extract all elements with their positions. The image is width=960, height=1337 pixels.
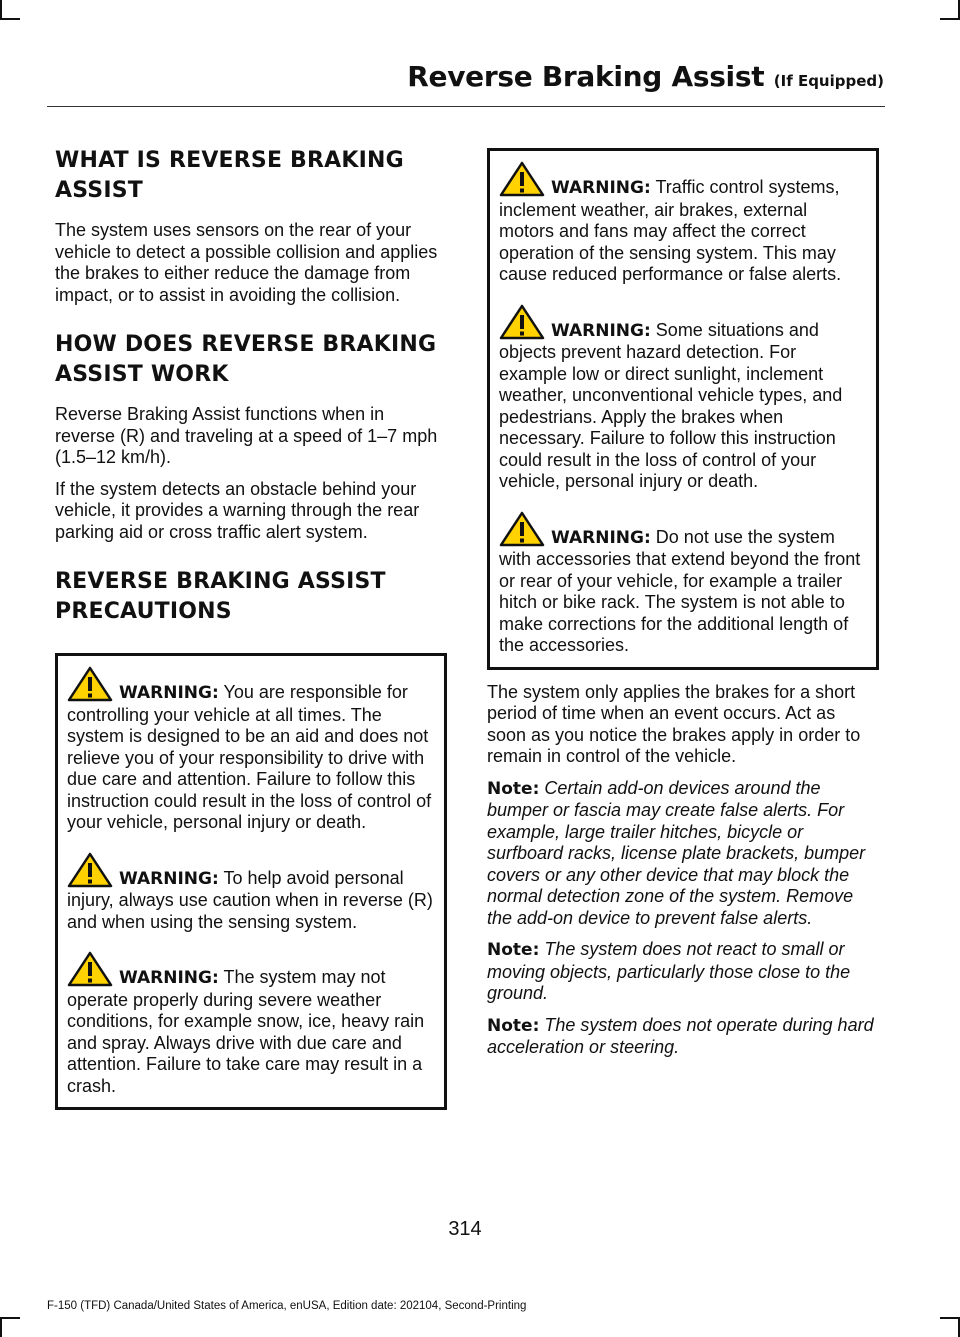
warning bbox=[67, 951, 435, 1097]
note-label: Note: bbox=[487, 778, 540, 799]
crop-mark bbox=[0, 0, 2, 20]
warning-text: You are responsible for controlling your vehicle at all times. The system is designed to be an aid and does not relieve you of your responsibility to drive with due care and attention. Failure to follow this instruction could result in the loss of control of your vehicle, personal injury or death. bbox=[67, 682, 432, 832]
warning-triangle-icon bbox=[67, 666, 113, 702]
warning-label: WARNING: bbox=[119, 968, 219, 988]
right-column bbox=[487, 148, 879, 1059]
warning-text: Some situations and objects prevent hazard detection. For example low or direct sunlight, inclement weather, unconventional vehicle types, and pedestrians. Apply the brakes when necessary. Failure to follow this instruction could result in the loss of control of your vehicle, personal injury or death. bbox=[499, 319, 843, 491]
section-heading: WHAT IS REVERSE BRAKING ASSIST bbox=[55, 148, 404, 203]
warning-label: WARNING: bbox=[551, 320, 651, 341]
warning-triangle-icon bbox=[67, 852, 113, 888]
section-heading: REVERSE BRAKING ASSIST PRECAUTIONS bbox=[55, 569, 386, 624]
warning bbox=[499, 161, 867, 286]
warning-triangle-icon bbox=[67, 951, 113, 987]
crop-mark bbox=[0, 1317, 2, 1337]
warning-label: WARNING: bbox=[551, 527, 651, 548]
note-text: The system does not operate during hard acceleration or steering. bbox=[487, 1014, 874, 1057]
note-text: Certain add-on devices around the bumper or fascia may create false alerts. For example, large trailer hitches, bicycle or surfboard racks, license plate brackets, bumper covers or any other device that may block the normal detection zone of the system. Remove the add-on device to prevent false alerts. bbox=[487, 777, 866, 928]
warning-text: To help avoid personal injury, always use caution when in reverse (R) and when using the sensing system. bbox=[67, 867, 433, 932]
crop-mark bbox=[0, 18, 20, 20]
crop-mark bbox=[940, 18, 960, 20]
header-title: Reverse Braking Assist bbox=[407, 60, 765, 93]
warning bbox=[499, 511, 867, 657]
paragraph: The system only applies the brakes for a short period of time when an event occurs. Act as soon as you notice the brakes apply in order to remain in control of the vehicle. bbox=[487, 681, 861, 766]
warning-triangle-icon bbox=[499, 511, 545, 547]
note-text: The system does not react to small or moving objects, particularly those close to the ground. bbox=[487, 939, 851, 1003]
note bbox=[487, 778, 879, 930]
warning-text: Do not use the system with accessories that extend beyond the front or rear of your vehicle, for example a trailer hitch or bike rack. The system is not able to make corrections for the additional length of the accessories. bbox=[499, 526, 861, 655]
warning-label: WARNING: bbox=[119, 868, 219, 889]
header-divider bbox=[47, 106, 885, 107]
warning bbox=[499, 304, 867, 493]
note-label: Note: bbox=[487, 940, 540, 960]
warning-label: WARNING: bbox=[119, 683, 219, 703]
page-number: 314 bbox=[448, 1218, 482, 1240]
header-subtitle: (If Equipped) bbox=[773, 72, 884, 90]
warning-triangle-icon bbox=[499, 161, 545, 197]
note bbox=[487, 1015, 879, 1059]
note bbox=[487, 939, 879, 1005]
paragraph: Reverse Braking Assist functions when in reverse (R) and traveling at a speed of 1–7 mph (1.5–12 km/h). bbox=[55, 404, 438, 467]
warning-triangle-icon bbox=[499, 304, 545, 340]
section-heading: HOW DOES REVERSE BRAKING ASSIST WORK bbox=[55, 332, 437, 387]
warning-box bbox=[487, 148, 879, 670]
warning-text: The system may not operate properly during severe weather conditions, for example snow, ice, heavy rain and spray. Always drive with due care and attention. Failure to take care may result in a crash. bbox=[67, 967, 425, 1096]
warning-label: WARNING: bbox=[551, 178, 651, 198]
paragraph: The system uses sensors on the rear of your vehicle to detect a possible collision and applies the brakes to either reduce the damage from impact, or to assist in avoiding the collision. bbox=[55, 220, 438, 305]
warning-text: Traffic control systems, inclement weather, air brakes, external motors and fans may affect the correct operation of the sensing system. This may cause reduced performance or false alerts. bbox=[499, 177, 842, 284]
crop-mark bbox=[940, 1317, 960, 1319]
warning-box bbox=[55, 653, 447, 1110]
crop-mark bbox=[0, 1317, 20, 1319]
footer-text: F-150 (TFD) Canada/United States of America, enUSA, Edition date: 202104, Second-Printing bbox=[47, 1300, 527, 1312]
left-column bbox=[55, 146, 447, 1110]
warning bbox=[67, 666, 435, 834]
warning bbox=[67, 852, 435, 934]
page-header bbox=[0, 60, 884, 93]
paragraph: If the system detects an obstacle behind your vehicle, it provides a warning through the rear parking aid or cross traffic alert system. bbox=[55, 478, 420, 542]
note-label: Note: bbox=[487, 1015, 540, 1036]
